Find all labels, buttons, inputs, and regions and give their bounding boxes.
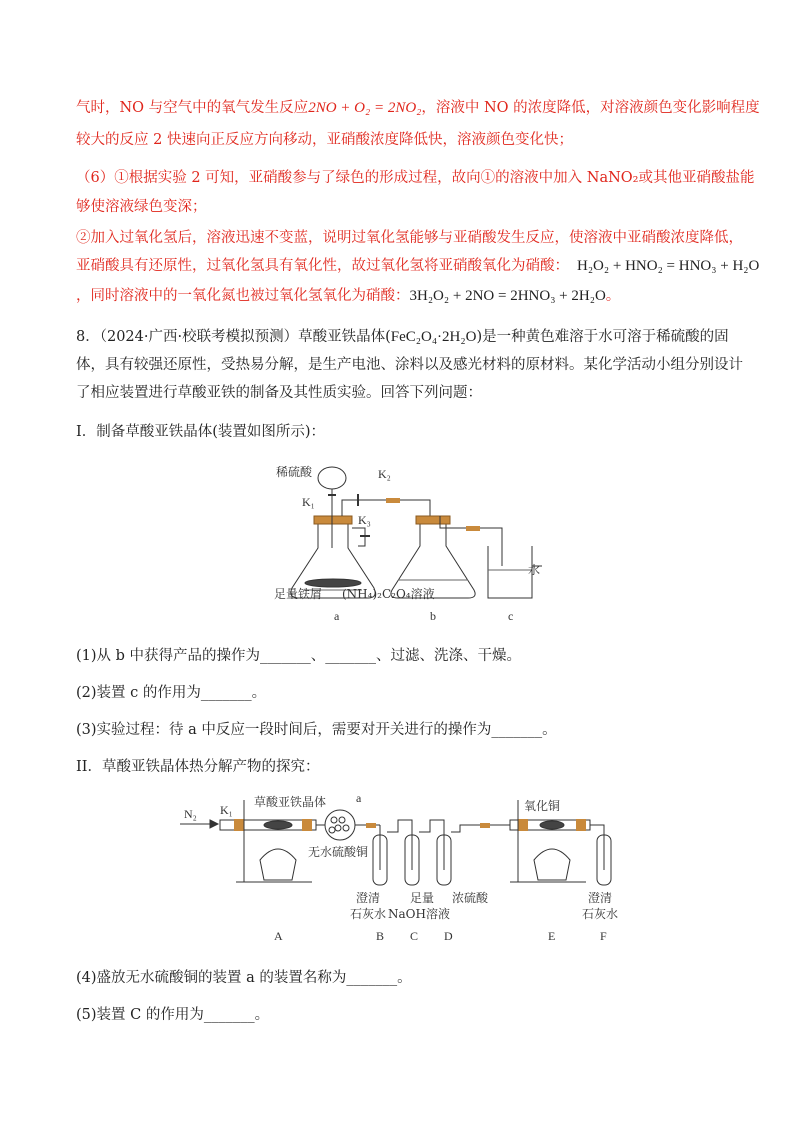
- figure-preparation-apparatus: [270, 458, 560, 628]
- label-k2: K₂: [378, 467, 391, 481]
- answer-line-2: 较大的反应 2 快速向正反应方向移动，亚硝酸浓度降低快，溶液颜色变化快；: [76, 132, 573, 148]
- label-k3: K₃: [358, 513, 371, 527]
- question-line-1: 8．（2024·广西·校联考模拟预测）草酸亚铁晶体(FeC₂O₄·2H₂O)是一种黄色难溶于水可溶于稀硫酸的固: [76, 329, 729, 345]
- answer-line-7: ，同时溶液中的一氧化氮也被过氧化氢氧化为硝酸：3H₂O₂ + 2NO = 2HNO₃ + 2H₂O。: [76, 288, 621, 304]
- answer-line-1: 气时，NO 与空气中的氧气发生反应2NO + O₂ = 2NO₂，溶液中 NO 的浓度降低，对溶液颜色变化影响程度: [76, 100, 760, 116]
- label-c: c: [508, 609, 514, 623]
- iron-filings: [305, 579, 361, 587]
- answer-line-3: （6）①根据实验 2 可知，亚硝酸参与了绿色的形成过程，故向①的溶液中加入 NaNO₂或其他亚硝酸盐能: [76, 170, 755, 186]
- beaker-c: [488, 546, 532, 598]
- label-ammonium-oxalate: (NH₄)₂C₂O₄溶液: [342, 587, 435, 601]
- label-D: D: [444, 929, 453, 943]
- question-line-2: 体，具有较强还原性，受热易分解，是生产电池、涂料以及感光材料的原材料。某化学活动小组分别设计: [76, 357, 743, 373]
- formula-h2o2-no: 3H₂O₂ + 2NO = 2HNO₃ + 2H₂O: [409, 288, 606, 304]
- burner-e: [534, 849, 570, 880]
- answer-line-6: 亚硝酸具有还原性，过氧化氢具有氧化性，故过氧化氢将亚硝酸氧化为硝酸： H₂O₂ + HNO₂ = HNO₃ + H₂O: [76, 258, 760, 274]
- label-B: B: [376, 929, 385, 943]
- label-C: C: [410, 929, 419, 943]
- answer-line-4: 够使溶液绿色变深；: [76, 199, 207, 215]
- label-iron-filings: 足量铁屑: [274, 587, 323, 601]
- question-2: (2)装置 c 的作用为_______。: [76, 685, 267, 701]
- label-conc-h2so4: 浓硫酸: [452, 891, 489, 905]
- label-dilute-sulfuric-acid: 稀硫酸: [276, 465, 313, 479]
- label-b: b: [430, 609, 436, 623]
- label-limewater-b-1: 澄清: [356, 891, 381, 905]
- label-naoh-1: 足量: [410, 891, 435, 905]
- label-A: A: [274, 929, 283, 943]
- label-n2: N₂: [184, 807, 197, 821]
- part-1-heading: I．制备草酸亚铁晶体(装置如图所示)：: [76, 424, 326, 440]
- label-limewater-b-2: 石灰水: [350, 907, 387, 921]
- label-ferrous-oxalate: 草酸亚铁晶体: [254, 795, 327, 809]
- label-a: a: [334, 609, 340, 623]
- answer-line-5: ②加入过氧化氢后，溶液迅速不变蓝，说明过氧化氢能够与亚硝酸发生反应，使溶液中亚硝酸浓度降低，: [76, 230, 743, 246]
- separatory-funnel: [318, 467, 346, 489]
- question-3: (3)实验过程：待 a 中反应一段时间后，需要对开关进行的操作为_______。: [76, 722, 557, 738]
- question-5: (5)装置 C 的作用为_______。: [76, 1007, 270, 1023]
- part-2-heading: II．草酸亚铁晶体热分解产物的探究：: [76, 759, 320, 775]
- question-line-3: 了相应装置进行草酸亚铁的制备及其性质实验。回答下列问题：: [76, 385, 482, 401]
- formula-no-o2: 2NO + O₂ = 2NO₂: [308, 100, 422, 116]
- label-E: E: [548, 929, 556, 943]
- question-4: (4)盛放无水硫酸铜的装置 a 的装置名称为_______。: [76, 970, 412, 986]
- stopper-a: [314, 516, 352, 524]
- label-drying-a: a: [356, 791, 362, 805]
- label-k1-fig2: K₁: [220, 803, 233, 817]
- label-copper-oxide: 氧化铜: [524, 799, 561, 813]
- formula-h2o2-hno2: H₂O₂ + HNO₂ = HNO₃ + H₂O: [577, 258, 760, 274]
- burner-a: [260, 849, 296, 880]
- label-water: 水: [528, 563, 541, 577]
- question-1: (1)从 b 中获得产品的操作为_______、_______、过滤、洗涤、干燥。: [76, 648, 522, 664]
- label-limewater-f-1: 澄清: [588, 891, 613, 905]
- stopper-b: [416, 516, 450, 524]
- label-anhydrous-cuso4: 无水硫酸铜: [308, 845, 369, 859]
- label-k1: K₁: [302, 495, 315, 509]
- formula-fec2o4: FeC₂O₄·2H₂O: [390, 329, 477, 345]
- label-limewater-f-2: 石灰水: [582, 907, 619, 921]
- drying-tube-a: [325, 810, 355, 840]
- figure-decomposition-apparatus: [180, 790, 640, 950]
- label-naoh-2: NaOH溶液: [388, 907, 450, 921]
- label-F: F: [600, 929, 607, 943]
